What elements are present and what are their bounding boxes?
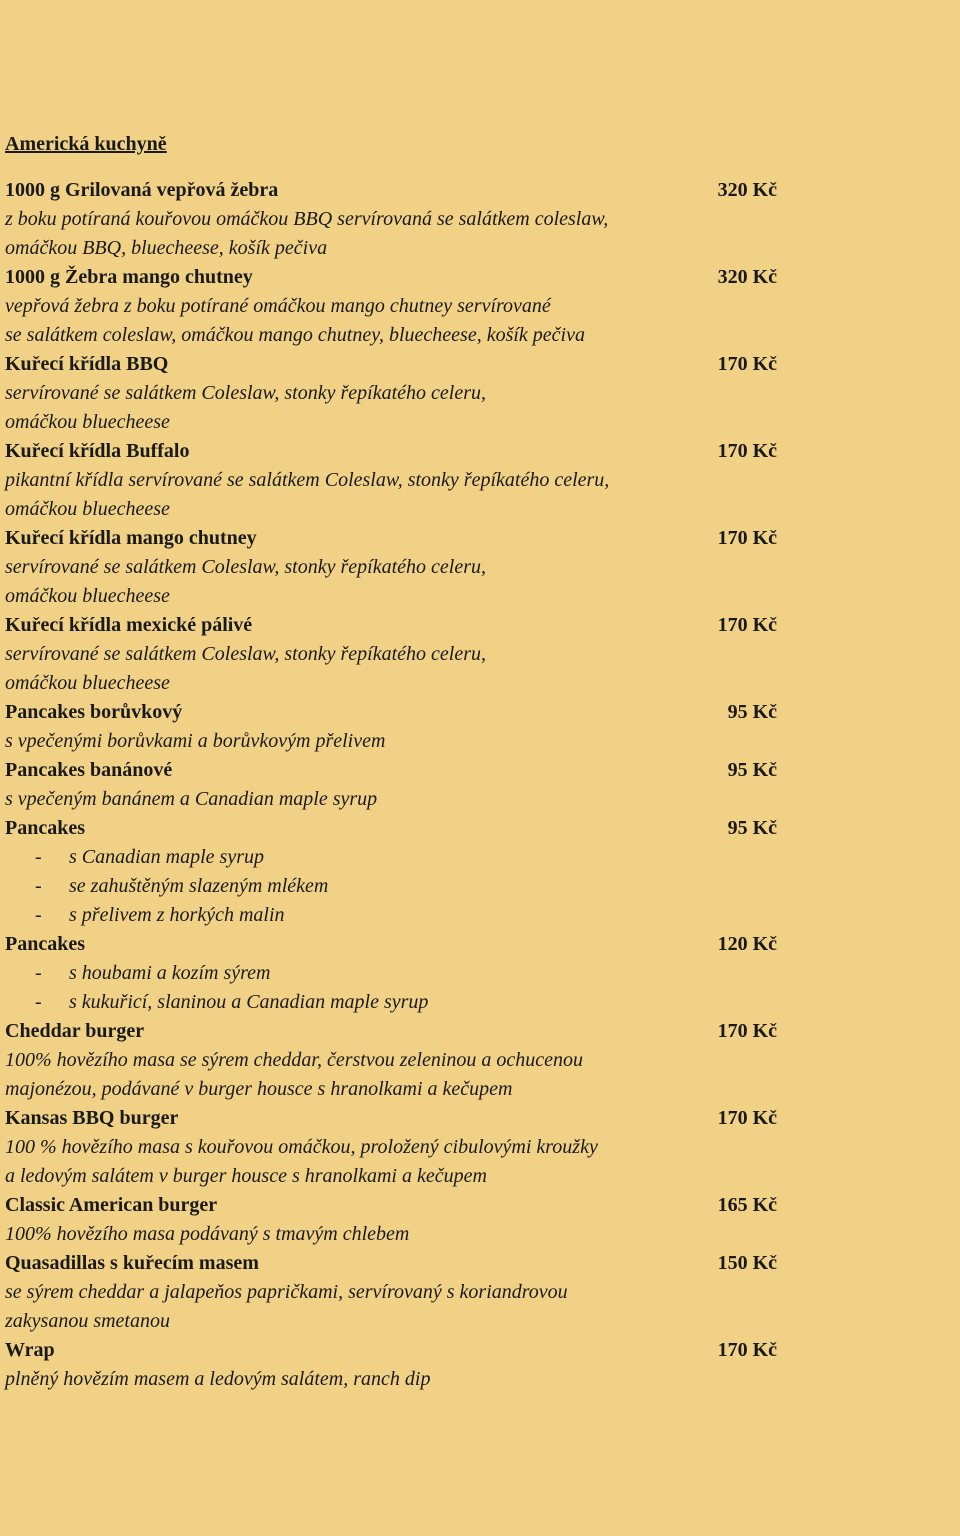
item-name: Pancakes <box>5 817 85 839</box>
item-price: 170 Kč <box>717 527 777 549</box>
dash-bullet-icon: - <box>35 904 42 926</box>
option-text: s přelivem z horkých malin <box>69 904 285 926</box>
item-description: omáčkou bluecheese <box>5 585 170 607</box>
item-description: servírované se salátkem Coleslaw, stonky řepíkatého celeru, <box>5 643 486 665</box>
item-description: se salátkem coleslaw, omáčkou mango chutney, bluecheese, košík pečiva <box>5 324 585 346</box>
item-description: pikantní křídla servírované se salátkem Coleslaw, stonky řepíkatého celeru, <box>5 469 610 491</box>
item-name: Kuřecí křídla mexické pálivé <box>5 614 253 636</box>
item-price: 95 Kč <box>727 701 777 723</box>
item-price: 165 Kč <box>717 1194 777 1216</box>
item-option <box>5 988 785 1017</box>
item-description: 100% hovězího masa se sýrem cheddar, čerstvou zeleninou a ochucenou <box>5 1049 584 1071</box>
item-name: Cheddar burger <box>5 1020 145 1042</box>
dash-bullet-icon: - <box>35 875 42 897</box>
item-name: Kuřecí křídla BBQ <box>5 353 169 375</box>
item-option <box>5 872 785 901</box>
menu-item-row <box>5 263 785 292</box>
item-option <box>5 843 785 872</box>
item-description: omáčkou bluecheese <box>5 411 170 433</box>
section-title: Americká kuchyně <box>5 133 167 155</box>
item-price: 320 Kč <box>717 266 777 288</box>
item-price: 95 Kč <box>727 817 777 839</box>
item-description: a ledovým salátem v burger housce s hranolkami a kečupem <box>5 1165 487 1187</box>
item-description: zakysanou smetanou <box>5 1310 170 1332</box>
menu-list <box>5 176 785 1394</box>
item-price: 170 Kč <box>717 440 777 462</box>
item-description: omáčkou bluecheese <box>5 672 170 694</box>
item-name: Pancakes banánové <box>5 759 173 781</box>
menu-item-row <box>5 1104 785 1133</box>
item-price: 170 Kč <box>717 614 777 636</box>
option-text: s houbami a kozím sýrem <box>69 962 271 984</box>
option-text: s kukuřicí, slaninou a Canadian maple syrup <box>69 991 429 1013</box>
item-price: 150 Kč <box>717 1252 777 1274</box>
menu-item-row <box>5 1336 785 1365</box>
item-description: 100 % hovězího masa s kouřovou omáčkou, proložený cibulovými kroužky <box>5 1136 598 1158</box>
menu-item-row <box>5 930 785 959</box>
dash-bullet-icon: - <box>35 962 42 984</box>
menu-item-row <box>5 176 785 205</box>
item-price: 170 Kč <box>717 1107 777 1129</box>
item-price: 320 Kč <box>717 179 777 201</box>
item-option <box>5 901 785 930</box>
item-name: Kuřecí křídla Buffalo <box>5 440 190 462</box>
item-description: omáčkou BBQ, bluecheese, košík pečiva <box>5 237 328 259</box>
item-description: majonézou, podávané v burger housce s hranolkami a kečupem <box>5 1078 513 1100</box>
menu-item-row <box>5 1017 785 1046</box>
item-name: Wrap <box>5 1339 55 1361</box>
dash-bullet-icon: - <box>35 846 42 868</box>
item-name: Pancakes <box>5 933 85 955</box>
item-description: z boku potíraná kouřovou omáčkou BBQ servírovaná se salátkem coleslaw, <box>5 208 609 230</box>
item-description: vepřová žebra z boku potírané omáčkou mango chutney servírované <box>5 295 551 317</box>
item-description: 100% hovězího masa podávaný s tmavým chlebem <box>5 1223 410 1245</box>
item-name: Classic American burger <box>5 1194 218 1216</box>
item-price: 170 Kč <box>717 1339 777 1361</box>
item-description: servírované se salátkem Coleslaw, stonky řepíkatého celeru, <box>5 556 486 578</box>
menu-item-row <box>5 698 785 727</box>
option-text: s Canadian maple syrup <box>69 846 264 868</box>
item-name: Quasadillas s kuřecím masem <box>5 1252 259 1274</box>
item-description: s vpečenými borůvkami a borůvkovým přelivem <box>5 730 386 752</box>
menu-item-row <box>5 350 785 379</box>
item-description: omáčkou bluecheese <box>5 498 170 520</box>
menu-item-row <box>5 756 785 785</box>
item-description: s vpečeným banánem a Canadian maple syrup <box>5 788 378 810</box>
menu-item-row <box>5 1191 785 1220</box>
item-name: Kuřecí křídla mango chutney <box>5 527 257 549</box>
menu-item-row <box>5 437 785 466</box>
option-text: se zahuštěným slazeným mlékem <box>69 875 329 897</box>
dash-bullet-icon: - <box>35 991 42 1013</box>
item-option <box>5 959 785 988</box>
item-name: 1000 g Grilovaná vepřová žebra <box>5 179 279 201</box>
item-description: servírované se salátkem Coleslaw, stonky řepíkatého celeru, <box>5 382 486 404</box>
item-price: 170 Kč <box>717 1020 777 1042</box>
menu-item-row <box>5 1249 785 1278</box>
item-description: se sýrem cheddar a jalapeňos papričkami, servírovaný s koriandrovou <box>5 1281 568 1303</box>
item-price: 95 Kč <box>727 759 777 781</box>
menu-item-row <box>5 814 785 843</box>
item-price: 120 Kč <box>717 933 777 955</box>
item-name: Pancakes borůvkový <box>5 701 183 723</box>
item-name: 1000 g Žebra mango chutney <box>5 266 253 288</box>
menu-item-row <box>5 524 785 553</box>
menu-item-row <box>5 611 785 640</box>
item-description: plněný hovězím masem a ledovým salátem, ranch dip <box>5 1368 431 1390</box>
menu-page <box>5 130 785 1394</box>
item-price: 170 Kč <box>717 353 777 375</box>
item-name: Kansas BBQ burger <box>5 1107 179 1129</box>
